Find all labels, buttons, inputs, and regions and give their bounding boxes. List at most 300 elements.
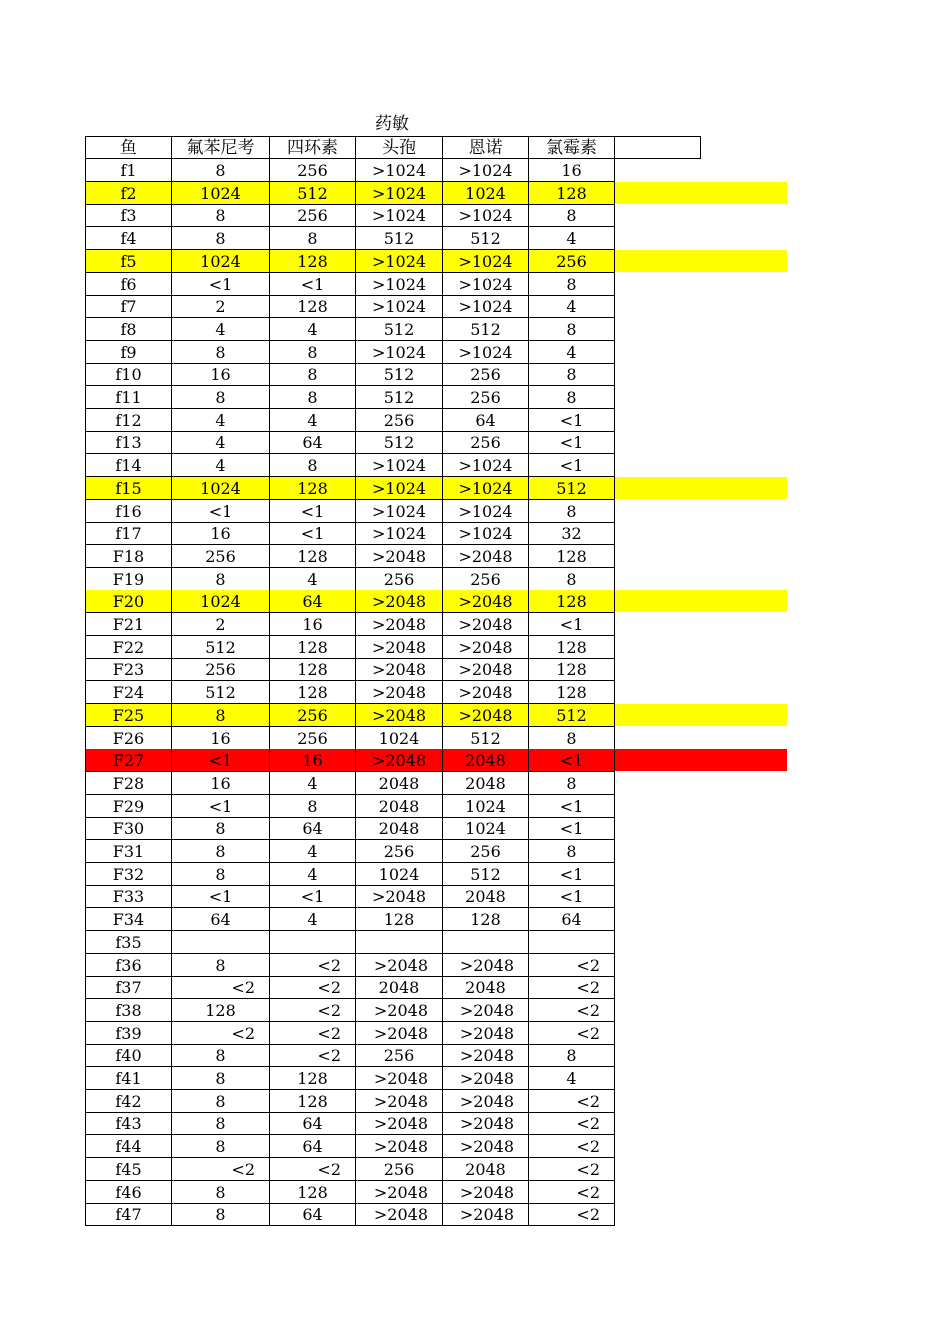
cell-florfenicol[interactable]: 1024 xyxy=(172,477,270,500)
cell-chloramphenicol[interactable]: 4 xyxy=(529,341,615,364)
cell-florfenicol[interactable]: 256 xyxy=(172,658,270,681)
cell-tetracycline[interactable] xyxy=(270,931,356,954)
cell-fish[interactable]: f47 xyxy=(85,1203,172,1226)
cell-cephalosporin[interactable]: 2048 xyxy=(356,772,443,795)
cell-cephalosporin[interactable]: >2048 xyxy=(356,1022,443,1045)
cell-cephalosporin[interactable]: >1024 xyxy=(356,182,443,205)
cell-enrofloxacin[interactable]: >2048 xyxy=(443,545,529,568)
cell-florfenicol[interactable]: 16 xyxy=(172,772,270,795)
cell-cephalosporin[interactable]: >1024 xyxy=(356,273,443,296)
cell-enrofloxacin[interactable]: 256 xyxy=(443,363,529,386)
cell-florfenicol[interactable]: 8 xyxy=(172,386,270,409)
table-row xyxy=(85,454,787,477)
cell-chloramphenicol[interactable]: 128 xyxy=(529,681,615,704)
cell-cephalosporin[interactable]: >2048 xyxy=(356,1112,443,1135)
table-row xyxy=(85,477,787,500)
cell-tetracycline[interactable]: 512 xyxy=(270,182,356,205)
table-row xyxy=(85,1135,787,1158)
cell-chloramphenicol[interactable]: 8 xyxy=(529,840,615,863)
cell-florfenicol[interactable]: 8 xyxy=(172,1067,270,1090)
cell-chloramphenicol[interactable]: <1 xyxy=(529,431,615,454)
cell-fish[interactable]: f41 xyxy=(85,1067,172,1090)
cell-cephalosporin[interactable]: 256 xyxy=(356,1044,443,1067)
cell-cephalosporin[interactable]: >1024 xyxy=(356,341,443,364)
cell-fish[interactable]: f8 xyxy=(85,318,172,341)
cell-enrofloxacin[interactable]: >1024 xyxy=(443,500,529,523)
cell-enrofloxacin[interactable]: 512 xyxy=(443,727,529,750)
cell-enrofloxacin[interactable]: 64 xyxy=(443,409,529,432)
cell-chloramphenicol[interactable]: <2 xyxy=(529,999,615,1022)
cell-florfenicol[interactable]: <2 xyxy=(172,976,270,999)
cell-florfenicol[interactable]: <2 xyxy=(172,1022,270,1045)
cell-tetracycline[interactable]: <2 xyxy=(270,999,356,1022)
cell-cephalosporin[interactable]: >2048 xyxy=(356,1203,443,1226)
cell-tetracycline[interactable]: 4 xyxy=(270,863,356,886)
cell-cephalosporin[interactable]: >1024 xyxy=(356,500,443,523)
cell-chloramphenicol[interactable]: <2 xyxy=(529,1135,615,1158)
cell-chloramphenicol[interactable]: 8 xyxy=(529,727,615,750)
cell-fish[interactable]: F23 xyxy=(85,658,172,681)
cell-florfenicol[interactable]: 8 xyxy=(172,1112,270,1135)
cell-cephalosporin[interactable]: >2048 xyxy=(356,1067,443,1090)
cell-fish[interactable]: f11 xyxy=(85,386,172,409)
cell-florfenicol[interactable]: 4 xyxy=(172,318,270,341)
cell-cephalosporin[interactable]: >2048 xyxy=(356,704,443,727)
cell-florfenicol[interactable]: 8 xyxy=(172,840,270,863)
table-row xyxy=(85,954,787,977)
cell-florfenicol[interactable]: 16 xyxy=(172,727,270,750)
cell-fish[interactable]: f16 xyxy=(85,500,172,523)
cell-chloramphenicol[interactable]: 64 xyxy=(529,908,615,931)
cell-chloramphenicol[interactable]: 8 xyxy=(529,204,615,227)
cell-chloramphenicol[interactable]: <2 xyxy=(529,1203,615,1226)
cell-cephalosporin[interactable]: >2048 xyxy=(356,681,443,704)
cell-cephalosporin[interactable]: >2048 xyxy=(356,749,443,772)
cell-chloramphenicol[interactable]: 4 xyxy=(529,295,615,318)
cell-tetracycline[interactable]: 8 xyxy=(270,454,356,477)
cell-cephalosporin[interactable]: >1024 xyxy=(356,522,443,545)
table-row xyxy=(85,273,787,296)
cell-fish[interactable]: f40 xyxy=(85,1044,172,1067)
cell-tetracycline[interactable]: 256 xyxy=(270,204,356,227)
cell-enrofloxacin[interactable]: >1024 xyxy=(443,250,529,273)
cell-tetracycline[interactable]: <2 xyxy=(270,976,356,999)
cell-chloramphenicol[interactable]: <1 xyxy=(529,795,615,818)
cell-fish[interactable]: f44 xyxy=(85,1135,172,1158)
header-cell-cephalosporin[interactable]: 头孢 xyxy=(356,136,443,159)
cell-cephalosporin[interactable] xyxy=(356,931,443,954)
cell-tetracycline[interactable]: 8 xyxy=(270,227,356,250)
cell-tetracycline[interactable]: 64 xyxy=(270,1112,356,1135)
cell-chloramphenicol[interactable]: 16 xyxy=(529,159,615,182)
cell-fish[interactable]: f2 xyxy=(85,182,172,205)
cell-tetracycline[interactable]: 8 xyxy=(270,363,356,386)
cell-tetracycline[interactable]: <2 xyxy=(270,1022,356,1045)
cell-fish[interactable]: f9 xyxy=(85,341,172,364)
cell-chloramphenicol[interactable]: 512 xyxy=(529,704,615,727)
cell-tetracycline[interactable]: <2 xyxy=(270,1158,356,1181)
cell-enrofloxacin[interactable]: >2048 xyxy=(443,1135,529,1158)
cell-florfenicol[interactable]: 4 xyxy=(172,431,270,454)
cell-cephalosporin[interactable]: 256 xyxy=(356,409,443,432)
cell-cephalosporin[interactable]: 2048 xyxy=(356,976,443,999)
cell-enrofloxacin[interactable]: >1024 xyxy=(443,295,529,318)
cell-cephalosporin[interactable]: >2048 xyxy=(356,1181,443,1204)
header-cell-empty[interactable] xyxy=(615,136,701,159)
cell-florfenicol[interactable]: 64 xyxy=(172,908,270,931)
cell-enrofloxacin[interactable]: 2048 xyxy=(443,1158,529,1181)
cell-tetracycline[interactable]: 4 xyxy=(270,568,356,591)
cell-chloramphenicol[interactable]: 256 xyxy=(529,250,615,273)
cell-florfenicol[interactable]: 8 xyxy=(172,1203,270,1226)
table-row xyxy=(85,545,787,568)
cell-enrofloxacin[interactable]: >2048 xyxy=(443,1112,529,1135)
cell-tetracycline[interactable]: 64 xyxy=(270,431,356,454)
cell-enrofloxacin[interactable]: >2048 xyxy=(443,658,529,681)
cell-chloramphenicol[interactable]: <2 xyxy=(529,1090,615,1113)
cell-tetracycline[interactable]: 128 xyxy=(270,1181,356,1204)
cell-chloramphenicol[interactable]: <2 xyxy=(529,1112,615,1135)
cell-fish[interactable]: f38 xyxy=(85,999,172,1022)
cell-fish[interactable]: f10 xyxy=(85,363,172,386)
cell-florfenicol[interactable]: 256 xyxy=(172,545,270,568)
table-row xyxy=(85,885,787,908)
cell-tetracycline[interactable]: <2 xyxy=(270,1044,356,1067)
cell-tetracycline[interactable]: 8 xyxy=(270,386,356,409)
cell-florfenicol[interactable]: 1024 xyxy=(172,250,270,273)
cell-florfenicol[interactable]: <1 xyxy=(172,749,270,772)
cell-fish[interactable]: f39 xyxy=(85,1022,172,1045)
cell-fish[interactable]: F28 xyxy=(85,772,172,795)
cell-tetracycline[interactable]: 128 xyxy=(270,1090,356,1113)
cell-cephalosporin[interactable]: 256 xyxy=(356,568,443,591)
cell-cephalosporin[interactable]: 256 xyxy=(356,1158,443,1181)
cell-cephalosporin[interactable]: 1024 xyxy=(356,727,443,750)
cell-cephalosporin[interactable]: >2048 xyxy=(356,885,443,908)
cell-chloramphenicol[interactable]: <2 xyxy=(529,1181,615,1204)
cell-fish[interactable]: f12 xyxy=(85,409,172,432)
cell-fish[interactable]: f45 xyxy=(85,1158,172,1181)
cell-tetracycline[interactable]: 256 xyxy=(270,159,356,182)
cell-fish[interactable]: F32 xyxy=(85,863,172,886)
cell-fish[interactable]: f5 xyxy=(85,250,172,273)
cell-tetracycline[interactable]: 4 xyxy=(270,318,356,341)
header-cell-fish[interactable]: 鱼 xyxy=(85,136,172,159)
cell-florfenicol[interactable]: 8 xyxy=(172,1181,270,1204)
cell-tetracycline[interactable]: <1 xyxy=(270,885,356,908)
cell-cephalosporin[interactable]: 256 xyxy=(356,840,443,863)
cell-enrofloxacin[interactable]: 256 xyxy=(443,568,529,591)
cell-enrofloxacin[interactable]: 512 xyxy=(443,227,529,250)
cell-enrofloxacin[interactable]: >2048 xyxy=(443,613,529,636)
cell-fish[interactable]: f1 xyxy=(85,159,172,182)
cell-florfenicol[interactable]: 4 xyxy=(172,409,270,432)
cell-fish[interactable]: f43 xyxy=(85,1112,172,1135)
cell-chloramphenicol[interactable]: <1 xyxy=(529,817,615,840)
cell-fish[interactable]: F27 xyxy=(85,749,172,772)
cell-enrofloxacin[interactable]: >2048 xyxy=(443,1181,529,1204)
cell-tetracycline[interactable]: 128 xyxy=(270,477,356,500)
cell-cephalosporin[interactable]: >2048 xyxy=(356,545,443,568)
cell-fish[interactable]: f42 xyxy=(85,1090,172,1113)
cell-chloramphenicol[interactable]: 8 xyxy=(529,363,615,386)
cell-cephalosporin[interactable]: 128 xyxy=(356,908,443,931)
table-row xyxy=(85,749,787,772)
cell-fish[interactable]: F24 xyxy=(85,681,172,704)
cell-fish[interactable]: f46 xyxy=(85,1181,172,1204)
cell-chloramphenicol[interactable]: 8 xyxy=(529,568,615,591)
cell-enrofloxacin[interactable]: >2048 xyxy=(443,954,529,977)
cell-fish[interactable]: f36 xyxy=(85,954,172,977)
cell-florfenicol[interactable]: 128 xyxy=(172,999,270,1022)
cell-florfenicol[interactable]: <1 xyxy=(172,273,270,296)
cell-fish[interactable]: F33 xyxy=(85,885,172,908)
cell-cephalosporin[interactable]: >2048 xyxy=(356,590,443,613)
cell-florfenicol[interactable]: 8 xyxy=(172,954,270,977)
cell-chloramphenicol[interactable] xyxy=(529,931,615,954)
cell-florfenicol[interactable] xyxy=(172,931,270,954)
cell-florfenicol[interactable]: 8 xyxy=(172,1135,270,1158)
cell-fish[interactable]: f3 xyxy=(85,204,172,227)
cell-florfenicol[interactable]: <2 xyxy=(172,1158,270,1181)
cell-enrofloxacin[interactable]: 1024 xyxy=(443,817,529,840)
cell-chloramphenicol[interactable]: 4 xyxy=(529,1067,615,1090)
cell-cephalosporin[interactable]: 2048 xyxy=(356,795,443,818)
cell-enrofloxacin[interactable]: 2048 xyxy=(443,976,529,999)
cell-enrofloxacin[interactable]: >2048 xyxy=(443,590,529,613)
cell-tetracycline[interactable]: 16 xyxy=(270,749,356,772)
cell-tetracycline[interactable]: 128 xyxy=(270,681,356,704)
cell-cephalosporin[interactable]: >2048 xyxy=(356,1135,443,1158)
cell-fish[interactable]: F34 xyxy=(85,908,172,931)
cell-cephalosporin[interactable]: 512 xyxy=(356,431,443,454)
cell-tetracycline[interactable]: 64 xyxy=(270,1203,356,1226)
cell-enrofloxacin[interactable]: 2048 xyxy=(443,749,529,772)
cell-tetracycline[interactable]: 128 xyxy=(270,658,356,681)
cell-tetracycline[interactable]: 64 xyxy=(270,817,356,840)
cell-florfenicol[interactable]: 4 xyxy=(172,454,270,477)
cell-chloramphenicol[interactable]: 128 xyxy=(529,590,615,613)
cell-florfenicol[interactable]: 8 xyxy=(172,341,270,364)
cell-chloramphenicol[interactable]: <1 xyxy=(529,613,615,636)
cell-enrofloxacin[interactable]: 256 xyxy=(443,431,529,454)
cell-tetracycline[interactable]: <1 xyxy=(270,273,356,296)
cell-enrofloxacin[interactable]: >1024 xyxy=(443,341,529,364)
cell-cephalosporin[interactable]: >2048 xyxy=(356,613,443,636)
cell-florfenicol[interactable]: 8 xyxy=(172,568,270,591)
cell-enrofloxacin[interactable]: 256 xyxy=(443,840,529,863)
cell-chloramphenicol[interactable]: 8 xyxy=(529,1044,615,1067)
cell-enrofloxacin[interactable] xyxy=(443,931,529,954)
cell-florfenicol[interactable]: 16 xyxy=(172,522,270,545)
cell-fish[interactable]: F21 xyxy=(85,613,172,636)
table-row xyxy=(85,568,787,591)
cell-florfenicol[interactable]: 1024 xyxy=(172,182,270,205)
cell-enrofloxacin[interactable]: 512 xyxy=(443,318,529,341)
cell-enrofloxacin[interactable]: >2048 xyxy=(443,636,529,659)
cell-cephalosporin[interactable]: >1024 xyxy=(356,454,443,477)
cell-fish[interactable]: f15 xyxy=(85,477,172,500)
cell-cephalosporin[interactable]: >2048 xyxy=(356,636,443,659)
cell-chloramphenicol[interactable]: 128 xyxy=(529,658,615,681)
cell-fish[interactable]: F31 xyxy=(85,840,172,863)
cell-enrofloxacin[interactable]: 512 xyxy=(443,863,529,886)
cell-tetracycline[interactable]: 64 xyxy=(270,590,356,613)
cell-florfenicol[interactable]: 8 xyxy=(172,1044,270,1067)
cell-enrofloxacin[interactable]: >2048 xyxy=(443,1090,529,1113)
cell-enrofloxacin[interactable]: 2048 xyxy=(443,772,529,795)
cell-cephalosporin[interactable]: 512 xyxy=(356,318,443,341)
cell-enrofloxacin[interactable]: >1024 xyxy=(443,454,529,477)
cell-florfenicol[interactable]: 8 xyxy=(172,1090,270,1113)
cell-tetracycline[interactable]: 8 xyxy=(270,341,356,364)
cell-enrofloxacin[interactable]: >2048 xyxy=(443,1203,529,1226)
cell-florfenicol[interactable]: <1 xyxy=(172,500,270,523)
cell-florfenicol[interactable]: 8 xyxy=(172,227,270,250)
cell-cephalosporin[interactable]: 1024 xyxy=(356,863,443,886)
cell-tetracycline[interactable]: 64 xyxy=(270,1135,356,1158)
cell-enrofloxacin[interactable]: >2048 xyxy=(443,704,529,727)
cell-chloramphenicol[interactable]: 8 xyxy=(529,772,615,795)
cell-florfenicol[interactable]: 2 xyxy=(172,295,270,318)
cell-fish[interactable]: F18 xyxy=(85,545,172,568)
cell-enrofloxacin[interactable]: >2048 xyxy=(443,999,529,1022)
cell-chloramphenicol[interactable]: 128 xyxy=(529,545,615,568)
cell-enrofloxacin[interactable]: >1024 xyxy=(443,522,529,545)
cell-tetracycline[interactable]: 4 xyxy=(270,840,356,863)
cell-enrofloxacin[interactable]: >2048 xyxy=(443,1022,529,1045)
cell-chloramphenicol[interactable]: <1 xyxy=(529,885,615,908)
cell-cephalosporin[interactable]: >1024 xyxy=(356,295,443,318)
cell-enrofloxacin[interactable]: >1024 xyxy=(443,204,529,227)
cell-florfenicol[interactable]: 8 xyxy=(172,704,270,727)
table-row xyxy=(85,182,787,205)
cell-florfenicol[interactable]: 8 xyxy=(172,817,270,840)
cell-florfenicol[interactable]: <1 xyxy=(172,795,270,818)
cell-florfenicol[interactable]: <1 xyxy=(172,885,270,908)
cell-enrofloxacin[interactable]: >1024 xyxy=(443,273,529,296)
cell-enrofloxacin[interactable]: >2048 xyxy=(443,681,529,704)
cell-fish[interactable]: F19 xyxy=(85,568,172,591)
cell-fish[interactable]: f37 xyxy=(85,976,172,999)
cell-tetracycline[interactable]: 128 xyxy=(270,295,356,318)
cell-enrofloxacin[interactable]: >1024 xyxy=(443,477,529,500)
cell-florfenicol[interactable]: 8 xyxy=(172,159,270,182)
cell-florfenicol[interactable]: 16 xyxy=(172,363,270,386)
cell-tetracycline[interactable]: 4 xyxy=(270,772,356,795)
cell-enrofloxacin[interactable]: 256 xyxy=(443,386,529,409)
cell-tetracycline[interactable]: 128 xyxy=(270,1067,356,1090)
cell-tetracycline[interactable]: 16 xyxy=(270,613,356,636)
cell-fish[interactable]: F30 xyxy=(85,817,172,840)
cell-enrofloxacin[interactable]: 128 xyxy=(443,908,529,931)
cell-tetracycline[interactable]: 256 xyxy=(270,704,356,727)
cell-florfenicol[interactable]: 512 xyxy=(172,681,270,704)
cell-cephalosporin[interactable]: 512 xyxy=(356,227,443,250)
cell-florfenicol[interactable]: 8 xyxy=(172,863,270,886)
cell-cephalosporin[interactable]: >1024 xyxy=(356,250,443,273)
cell-cephalosporin[interactable]: >1024 xyxy=(356,477,443,500)
cell-fish[interactable]: f35 xyxy=(85,931,172,954)
cell-fish[interactable]: f13 xyxy=(85,431,172,454)
header-cell-florfenicol[interactable]: 氟苯尼考 xyxy=(172,136,270,159)
cell-tetracycline[interactable]: 4 xyxy=(270,908,356,931)
cell-tetracycline[interactable]: <1 xyxy=(270,500,356,523)
table-row xyxy=(85,1112,787,1135)
cell-chloramphenicol[interactable]: <1 xyxy=(529,409,615,432)
cell-fish[interactable]: f17 xyxy=(85,522,172,545)
cell-chloramphenicol[interactable]: 8 xyxy=(529,318,615,341)
cell-chloramphenicol[interactable]: 32 xyxy=(529,522,615,545)
cell-chloramphenicol[interactable]: 128 xyxy=(529,182,615,205)
cell-chloramphenicol[interactable]: <2 xyxy=(529,1022,615,1045)
cell-cephalosporin[interactable]: >2048 xyxy=(356,954,443,977)
cell-cephalosporin[interactable]: >2048 xyxy=(356,658,443,681)
cell-chloramphenicol[interactable]: <2 xyxy=(529,1158,615,1181)
cell-enrofloxacin[interactable]: 1024 xyxy=(443,182,529,205)
cell-chloramphenicol[interactable]: 8 xyxy=(529,386,615,409)
cell-tetracycline[interactable]: 128 xyxy=(270,545,356,568)
cell-florfenicol[interactable]: 2 xyxy=(172,613,270,636)
cell-cephalosporin[interactable]: 2048 xyxy=(356,817,443,840)
cell-florfenicol[interactable]: 512 xyxy=(172,636,270,659)
cell-cephalosporin[interactable]: 512 xyxy=(356,386,443,409)
cell-chloramphenicol[interactable]: <2 xyxy=(529,976,615,999)
cell-fish[interactable]: F25 xyxy=(85,704,172,727)
cell-enrofloxacin[interactable]: 2048 xyxy=(443,885,529,908)
cell-florfenicol[interactable]: 8 xyxy=(172,204,270,227)
cell-fish[interactable]: f7 xyxy=(85,295,172,318)
cell-fish[interactable]: f4 xyxy=(85,227,172,250)
cell-chloramphenicol[interactable]: <1 xyxy=(529,454,615,477)
cell-tetracycline[interactable]: 8 xyxy=(270,795,356,818)
cell-cephalosporin[interactable]: >2048 xyxy=(356,999,443,1022)
cell-fish[interactable]: F26 xyxy=(85,727,172,750)
cell-tetracycline[interactable]: <1 xyxy=(270,522,356,545)
cell-chloramphenicol[interactable]: 8 xyxy=(529,273,615,296)
cell-chloramphenicol[interactable]: 8 xyxy=(529,500,615,523)
cell-fish[interactable]: f6 xyxy=(85,273,172,296)
cell-tetracycline[interactable]: 4 xyxy=(270,409,356,432)
cell-enrofloxacin[interactable]: >2048 xyxy=(443,1067,529,1090)
cell-enrofloxacin[interactable]: 1024 xyxy=(443,795,529,818)
cell-chloramphenicol[interactable]: 512 xyxy=(529,477,615,500)
cell-chloramphenicol[interactable]: <1 xyxy=(529,863,615,886)
cell-enrofloxacin[interactable]: >1024 xyxy=(443,159,529,182)
cell-chloramphenicol[interactable]: 128 xyxy=(529,636,615,659)
cell-chloramphenicol[interactable]: 4 xyxy=(529,227,615,250)
header-cell-chloramphenicol[interactable]: 氯霉素 xyxy=(529,136,615,159)
cell-chloramphenicol[interactable]: <1 xyxy=(529,749,615,772)
cell-fish[interactable]: F20 xyxy=(85,590,172,613)
cell-chloramphenicol[interactable]: <2 xyxy=(529,954,615,977)
header-cell-tetracycline[interactable]: 四环素 xyxy=(270,136,356,159)
cell-cephalosporin[interactable]: >1024 xyxy=(356,159,443,182)
cell-tetracycline[interactable]: 256 xyxy=(270,727,356,750)
cell-tetracycline[interactable]: <2 xyxy=(270,954,356,977)
cell-fish[interactable]: F22 xyxy=(85,636,172,659)
cell-florfenicol[interactable]: 1024 xyxy=(172,590,270,613)
cell-tetracycline[interactable]: 128 xyxy=(270,250,356,273)
cell-cephalosporin[interactable]: >2048 xyxy=(356,1090,443,1113)
cell-enrofloxacin[interactable]: >2048 xyxy=(443,1044,529,1067)
cell-cephalosporin[interactable]: 512 xyxy=(356,363,443,386)
cell-cephalosporin[interactable]: >1024 xyxy=(356,204,443,227)
cell-fish[interactable]: F29 xyxy=(85,795,172,818)
header-cell-enrofloxacin[interactable]: 恩诺 xyxy=(443,136,529,159)
cell-fish[interactable]: f14 xyxy=(85,454,172,477)
cell-tetracycline[interactable]: 128 xyxy=(270,636,356,659)
